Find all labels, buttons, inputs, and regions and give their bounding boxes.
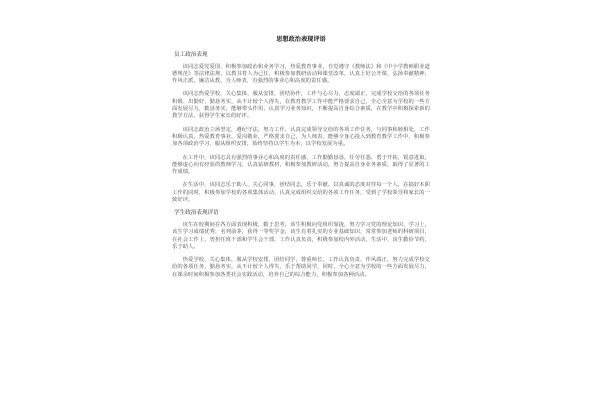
paragraph: 在工作中，该同志具有强烈的事业心和高度的责任感，工作勤勤恳恳，任劳任怨，勇于开拓，锐意进取，能够虚心向有经验的教师学习，认真钻研教材，积极参加教研活动，努力提高自身业务素质，取得了显著的工作成绩。 [172,154,430,176]
section-heading: 员工政治表现 [174,52,208,58]
paragraph: 热爱学校，关心集体，服从学校安排，团结同学，尊重师长，工作认真负责，作风端正，努力完成学校交给的各项任务，勤恳务实，从不计较个人得失，乐于帮助同学，同时，全心全意为学校的一些方面发展尽力，在课余时间积极参加各类社会实践活动，培养自己的综合能力，积极参加各种活动。 [172,257,430,278]
paragraph: 该同志热爱学校，关心集体，服从安排，团结协作，工作与心尽力，态度端正，完成学校交给的各项任务积极、出勤好，勤恳务实，从不计较个人得失，在教育教学工作中能严格要求自己，全心全意为学校的一些方面发展尽力，勤恳务实，能够带头作用，认真学习业务知识，不断提高自身综合素质，在教学中积极探索新的教学方法，获得学生家长的好评。 [172,91,430,120]
section-heading: 学生政治表现评语 [174,210,219,217]
document-title: 思想政治表现评语 [276,36,326,43]
section-student [172,210,430,279]
document-page [172,32,430,384]
paragraph: 该同志爱党爱国，积极参加政治和业务学习，热爱教育事业，自觉遵守《教师法》和《中小学教师职业道德规范》等法律法规，以教书育人为己任，积极参加教研活动和课堂改革，认真上好公开课，弘扬奉献精神，作风正派，廉洁从教，为人师表，有强烈的事业心和高度的责任感。 [172,63,430,85]
paragraph: 该同志政治立场坚定，遵纪守法，努力工作，认真完成领导交给的各项工作任务，与同事和睦相处，工作积极认真，热爱教育事业，爱岗敬业，严格要求自己，为人师表，能够全身心投入到教育教学工作中，积极参加各项政治学习，服从组织安排，始终坚持以学生为本，以学校发展为重。 [172,126,430,148]
section-staff [172,52,430,204]
paragraph: 该生在校期间在各方面表现积极，勤于思考，该生积极向党组织靠拢，努力学习党的理论知识，学习上，该生学习成绩优秀，名列前茅，获得一等奖学金，该生有着扎实的专业基础知识，常常参加老师的科研项目，在社会工作上，曾担任班干部和学生会干部，工作认真负责，积极参加校内外活动，生活中，该生勤俭节约，乐于助人。 [172,221,430,250]
paragraph: 在生活中，该同志乐于助人，关心同事，团结同志，乐于奉献，以真诚的态度对待每一个人，在搞好本职工作的同时，积极参加学校的各项集体活动，认真完成组织交给的各项工作任务，受到了学校领导和家长的一致好评。 [172,182,430,204]
